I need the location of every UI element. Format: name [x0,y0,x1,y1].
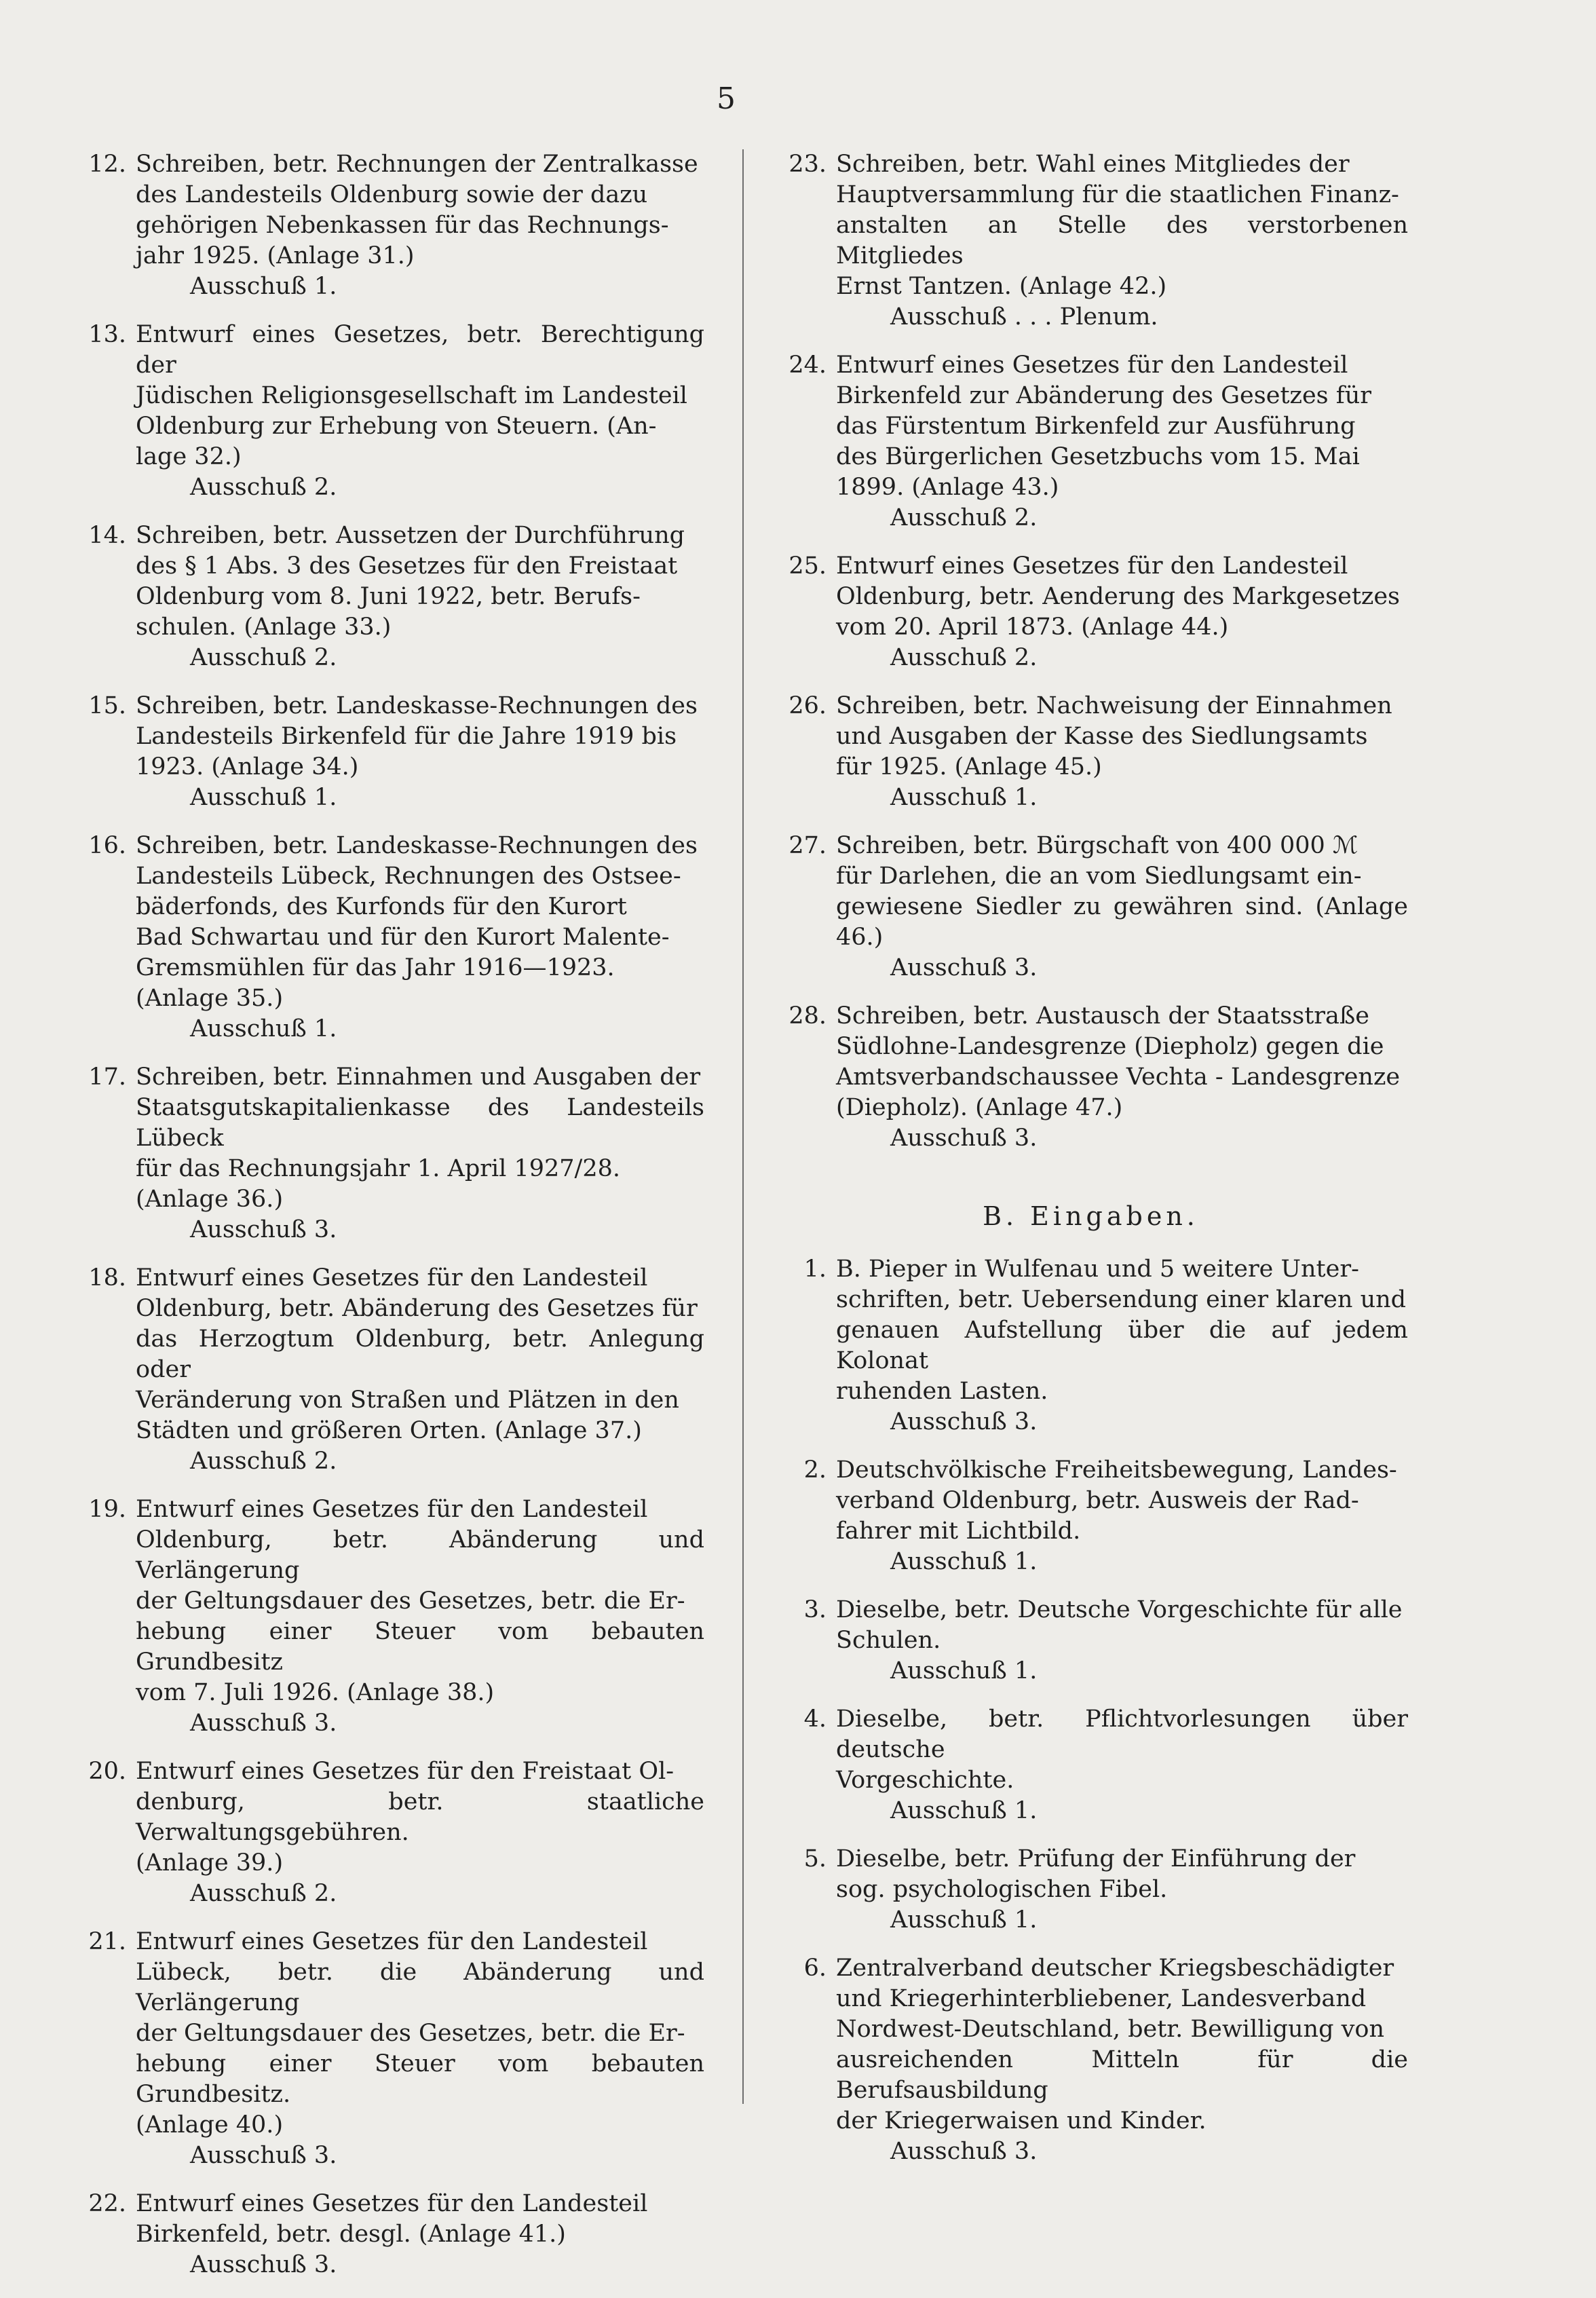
item-text: Dieselbe, betr. Prüfung der Einführung der sog. psychologischen Fibel. [836,1845,1356,1903]
item-number: 25. [788,552,826,580]
list-item [774,1254,1408,1437]
item-number: 13. [88,321,126,348]
item-ausschuss: Ausschuß 2. [190,644,337,671]
right-column [774,149,1408,2185]
item-text: Dieselbe, betr. Pflichtvorlesungen über deutsche Vorgeschichte. [836,1706,1408,1794]
item-text: Schreiben, betr. Landeskasse-Rechnungen des Landesteils Lübeck, Rechnungen des Ostsee- bäderfonds, des Kurfonds für den Kurort Bad Schwartau und für den Kurort Malente- Gremsmühlen für das Jahr 1916—1923. (Anlage 35.) [136,832,698,1012]
item-number: 23. [788,151,826,178]
list-item [73,2189,704,2280]
item-ausschuss: Ausschuß 1. [890,1797,1038,1824]
list-item [774,551,1408,673]
list-item [73,149,704,302]
list-item [774,1455,1408,1577]
list-item [73,521,704,673]
item-text: Deutschvölkische Freiheitsbewegung, Landes- verband Oldenburg, betr. Ausweis der Rad- fahrer mit Lichtbild. [836,1456,1397,1545]
item-number: 5. [803,1845,826,1872]
item-text: Schreiben, betr. Wahl eines Mitgliedes der Hauptversammlung für die staatlichen Finanz- anstalten an Stelle des verstorbenen Mitgliedes Ernst Tantzen. (Anlage 42.) [836,151,1408,300]
list-item [774,1704,1408,1826]
item-ausschuss: Ausschuß . . . Plenum. [890,303,1158,331]
item-number: 21. [88,1928,126,1955]
item-text: Entwurf eines Gesetzes für den Freistaat Ol- denburg, betr. staatliche Verwaltungsgebühren. (Anlage 39.) [136,1758,704,1877]
item-text: Entwurf eines Gesetzes für den Landesteil Lübeck, betr. die Abänderung und Verlängerung der Geltungsdauer des Gesetzes, betr. die Er- hebung einer Steuer vom bebauten Grundbesitz. (Anlage 40.) [136,1928,704,2139]
item-number: 3. [803,1596,826,1623]
left-column [73,149,704,2298]
item-number: 27. [788,832,826,859]
item-ausschuss: Ausschuß 3. [890,1125,1038,1152]
item-ausschuss: Ausschuß 1. [890,1548,1038,1575]
item-number: 4. [803,1706,826,1733]
item-ausschuss: Ausschuß 1. [890,784,1038,811]
item-ausschuss: Ausschuß 3. [890,2138,1038,2165]
item-ausschuss: Ausschuß 2. [890,504,1038,531]
item-ausschuss: Ausschuß 3. [190,2251,337,2278]
item-ausschuss: Ausschuß 3. [890,954,1038,981]
column-divider [742,149,744,2104]
list-item [774,1595,1408,1687]
list-item [73,691,704,813]
item-text: B. Pieper in Wulfenau und 5 weitere Unter- schriften, betr. Uebersendung einer klaren und genauen Aufstellung über die auf jedem Kolonat ruhenden Lasten. [836,1256,1408,1405]
list-item [774,831,1408,983]
item-ausschuss: Ausschuß 1. [890,1657,1038,1684]
list-item [774,350,1408,533]
list-item [73,1263,704,1477]
item-text: Entwurf eines Gesetzes für den Landesteil Birkenfeld zur Abänderung des Gesetzes für das Fürstentum Birkenfeld zur Ausführung des Bürgerlichen Gesetzbuchs vom 15. Mai 1899. (Anlage 43.) [836,352,1371,501]
list-item [73,1927,704,2171]
item-text: Schreiben, betr. Austausch der Staatsstraße Südlohne-Landesgrenze (Diepholz) gegen die Amtsverbandschaussee Vechta - Landesgrenze (Diepholz). (Anlage 47.) [836,1002,1401,1121]
item-number: 24. [788,352,826,379]
item-number: 1. [803,1256,826,1283]
section-heading-eingaben: B. Eingaben. [983,1201,1199,1231]
item-text: Schreiben, betr. Einnahmen und Ausgaben der Staatsgutskapitalienkasse des Landesteils Lübeck für das Rechnungsjahr 1. April 1927/28. (Anlage 36.) [136,1063,704,1213]
item-number: 26. [788,692,826,719]
list-item [774,691,1408,813]
item-ausschuss: Ausschuß 2. [890,644,1038,671]
item-text: Dieselbe, betr. Deutsche Vorgeschichte für alle Schulen. [836,1596,1403,1654]
item-ausschuss: Ausschuß 2. [190,1880,337,1907]
item-number: 2. [803,1456,826,1484]
list-item [774,1953,1408,2167]
item-number: 17. [88,1063,126,1091]
eingaben-list [774,1254,1408,2167]
item-number: 14. [88,522,126,549]
item-ausschuss: Ausschuß 1. [190,1015,337,1042]
list-item [73,1062,704,1245]
item-ausschuss: Ausschuß 1. [190,784,337,811]
item-ausschuss: Ausschuß 3. [190,1216,337,1243]
item-text: Schreiben, betr. Bürgschaft von 400 000 ℳ für Darlehen, die an vom Siedlungsamt ein- gewiesene Siedler zu gewähren sind. (Anlage 46.) [836,832,1408,951]
list-item [73,1756,704,1909]
item-number: 22. [88,2190,126,2217]
right-items-list [774,149,1408,1154]
item-text: Entwurf eines Gesetzes für den Landesteil Birkenfeld, betr. desgl. (Anlage 41.) [136,2190,648,2248]
item-number: 19. [88,1496,126,1523]
item-text: Entwurf eines Gesetzes für den Landesteil Oldenburg, betr. Aenderung des Markgesetzes vom 20. April 1873. (Anlage 44.) [836,552,1401,641]
list-item [73,831,704,1044]
list-item [774,1844,1408,1936]
list-item [774,1001,1408,1154]
item-ausschuss: Ausschuß 1. [890,1906,1038,1934]
list-item [73,1494,704,1739]
item-number: 28. [788,1002,826,1030]
page-number: 5 [717,81,736,116]
item-text: Entwurf eines Gesetzes für den Landesteil Oldenburg, betr. Abänderung des Gesetzes für das Herzogtum Oldenburg, betr. Anlegung oder Veränderung von Straßen und Plätzen in den Städten und größeren Orten. (Anlage 37.) [136,1264,704,1444]
item-number: 18. [88,1264,126,1292]
item-ausschuss: Ausschuß 3. [890,1408,1038,1435]
item-ausschuss: Ausschuß 3. [190,2142,337,2169]
item-ausschuss: Ausschuß 2. [190,1448,337,1475]
item-ausschuss: Ausschuß 1. [190,273,337,300]
item-number: 15. [88,692,126,719]
item-ausschuss: Ausschuß 2. [190,474,337,501]
item-number: 12. [88,151,126,178]
item-number: 6. [803,1955,826,1982]
item-ausschuss: Ausschuß 3. [190,1710,337,1737]
item-number: 20. [88,1758,126,1785]
item-text: Schreiben, betr. Aussetzen der Durchführung des § 1 Abs. 3 des Gesetzes für den Freistaat Oldenburg vom 8. Juni 1922, betr. Berufs- schulen. (Anlage 33.) [136,522,685,641]
item-text: Entwurf eines Gesetzes, betr. Berechtigung der Jüdischen Religionsgesellschaft im Landesteil Oldenburg zur Erhebung von Steuern. (An- lage 32.) [136,321,704,470]
item-text: Entwurf eines Gesetzes für den Landesteil Oldenburg, betr. Abänderung und Verlängerung der Geltungsdauer des Gesetzes, betr. die Er- hebung einer Steuer vom bebauten Grundbesitz vom 7. Juli 1926. (Anlage 38.) [136,1496,704,1706]
list-item [73,320,704,503]
list-item [774,149,1408,333]
item-text: Schreiben, betr. Rechnungen der Zentralkasse des Landesteils Oldenburg sowie der dazu gehörigen Nebenkassen für das Rechnungs- jahr 1925. (Anlage 31.) [136,151,698,269]
item-text: Schreiben, betr. Landeskasse-Rechnungen des Landesteils Birkenfeld für die Jahre 1919 bis 1923. (Anlage 34.) [136,692,698,780]
item-text: Schreiben, betr. Nachweisung der Einnahmen und Ausgaben der Kasse des Siedlungsamts für 1925. (Anlage 45.) [836,692,1392,780]
item-text: Zentralverband deutscher Kriegsbeschädigter und Kriegerhinterbliebener, Landesverband Nordwest-Deutschland, betr. Bewilligung von ausreichenden Mitteln für die Berufsausbildung der Kriegerwaisen und Kinder. [836,1955,1408,2134]
item-number: 16. [88,832,126,859]
